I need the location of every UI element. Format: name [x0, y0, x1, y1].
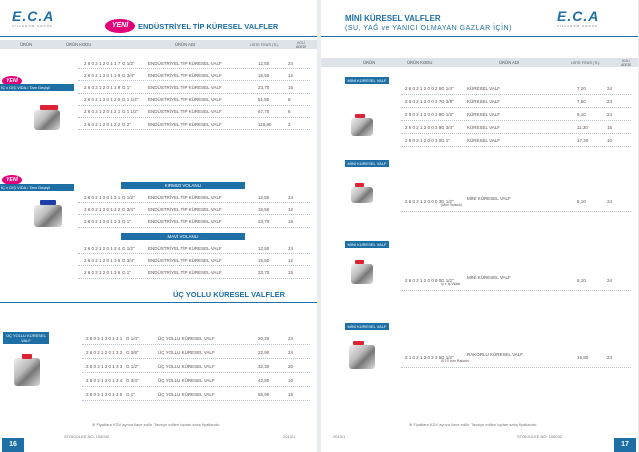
title-rule: [0, 302, 317, 303]
thread-size: G 1/2": [122, 60, 135, 66]
valve-image: [349, 345, 375, 369]
product-name: KÜRESEL VALF: [467, 112, 501, 117]
brand-logo: E.C.A VİLLAROM GROUP: [12, 8, 55, 28]
product-code: 2 6 0 2 1 2 0 1 3 4: [86, 377, 123, 383]
product-name: ENDÜSTRİYEL TİP KÜRESEL VALF: [148, 97, 222, 103]
product-name: KÜRESEL VALF: [467, 86, 501, 91]
product-name: ENDÜSTRİYEL TİP KÜRESEL VALF: [148, 206, 222, 212]
product-name: ENDÜSTRİYEL TİP KÜRESEL VALF: [148, 257, 222, 263]
yeni-badge: YENİ: [2, 76, 22, 86]
table-row: [401, 108, 631, 121]
thread-size: G 1/4": [126, 335, 139, 341]
product-name: KÜRESEL VALF: [467, 125, 501, 130]
thread-size: G 1 1/2": [122, 109, 139, 115]
thread-size: G 1 1/4": [122, 97, 139, 103]
list-price: 23,70: [258, 84, 270, 90]
list-price: 119,80: [258, 121, 272, 127]
valve-image: [34, 205, 62, 227]
table-row: [78, 94, 310, 106]
product-note: İç x İç Vidalı: [441, 282, 461, 286]
thread-size: G 1/2": [441, 112, 454, 117]
table-header: ÜRÜN ÜRÜN KODU ÜRÜN ADI LİSTE FİYATI (TL) KOLİ ADEDİ: [321, 58, 638, 67]
list-price: 11,30: [577, 125, 588, 130]
box-qty: 24: [607, 86, 613, 91]
product-code: 2 6 0 2 1 2 0 1 1 8: [84, 72, 121, 78]
list-price: 67,70: [258, 109, 270, 115]
list-price: 65,90: [258, 391, 270, 397]
product-code: 2 6 0 2 1 2 0 1 1 7: [84, 60, 121, 66]
thread-size: G 3/4": [122, 257, 135, 263]
note: ※ Fiyatlara KDV ayrıca ilave edilir. Tavsiye edilen toptan satış fiyatlarıdır.: [409, 422, 538, 427]
list-price: 15,50: [258, 72, 270, 78]
table-row: [78, 203, 310, 215]
footer-stock: STOK/ÜLKE NO: 105032: [517, 434, 563, 439]
note: ※ Fiyatlara KDV ayrıca ilave edilir. Tavsiye edilen toptan satış fiyatlarıdır.: [92, 422, 221, 427]
page-number: 17: [614, 438, 636, 452]
product-name: KÜRESEL VALF: [467, 99, 501, 104]
list-price: 51,80: [258, 97, 270, 103]
box-qty: 24: [607, 112, 613, 117]
section-label: ÜÇ YOLLU KÜRESEL VALF: [3, 332, 49, 344]
red-handle-bar: KIRMIZI VOLANLI: [121, 182, 245, 189]
product-code: 2 6 0 2 1 2 0 1 3 5: [86, 391, 123, 397]
brand-logo: E.C.A VİLLAROM GROUP: [557, 8, 600, 28]
box-qty: 12: [288, 257, 294, 263]
thread-size: G 1": [441, 138, 450, 143]
product-name: RAKORLU KÜRESEL VALF: [467, 351, 524, 357]
section-title: ÜÇ YOLLU KÜRESEL VALFLER: [173, 290, 286, 299]
product-code: 2 6 0 2 1 2 0 1 3 4: [84, 245, 121, 251]
list-price: 15,80: [577, 354, 589, 360]
table-header: ÜRÜN ÜRÜN KODU ÜRÜN ADI LİSTE FİYATI (TL) KOLİ ADEDİ: [0, 40, 317, 49]
thread-size: G 3/4": [122, 72, 135, 78]
product-name: ÜÇ YOLLU KÜRESEL VALF: [158, 391, 215, 397]
product-name: ENDÜSTRİYEL TİP KÜRESEL VALF: [148, 60, 222, 66]
table-row: [82, 387, 310, 401]
box-qty: 24: [288, 60, 294, 66]
box-qty: 24: [607, 277, 613, 283]
table-row: [401, 190, 631, 212]
product-name: ENDÜSTRİYEL TİP KÜRESEL VALF: [148, 245, 222, 251]
product-name: ENDÜSTRİYEL TİP KÜRESEL VALF: [148, 72, 222, 78]
box-qty: 24: [288, 245, 294, 251]
product-name: ÜÇ YOLLU KÜRESEL VALF: [158, 335, 215, 341]
valve-image: [351, 187, 373, 203]
list-price: 7,60: [577, 99, 586, 104]
product-name: ENDÜSTRİYEL TİP KÜRESEL VALF: [148, 109, 222, 115]
product-name: ENDÜSTRİYEL TİP KÜRESEL VALF: [148, 194, 222, 200]
list-price: 8,10: [577, 112, 586, 117]
page-number: 16: [2, 438, 24, 452]
table-row: [401, 121, 631, 134]
box-qty: 15: [607, 125, 613, 130]
box-qty: 24: [288, 349, 294, 355]
thread-size: G 3/4": [122, 206, 135, 212]
product-code: 2 6 0 2 1 2 0 0 2 8: [405, 112, 442, 117]
table-row: [78, 191, 310, 203]
list-price: 42,80: [258, 377, 270, 383]
title-rule: [0, 36, 317, 37]
thread-size: G 1": [122, 269, 131, 275]
thread-size: G 1/2": [441, 354, 454, 360]
product-code: 2 6 0 2 1 2 0 1 3 2: [84, 206, 121, 212]
table-row: [78, 81, 310, 93]
product-note: (Mini Volanlı): [441, 203, 462, 207]
list-price: 17,20: [577, 138, 589, 143]
section-label: İÇ x DIŞ VİDA / Tam Geçişli: [0, 84, 74, 91]
box-qty: 24: [288, 194, 294, 200]
thread-size: G 1/2": [441, 198, 454, 204]
table-row: [82, 359, 310, 373]
product-code: 2 6 0 2 1 2 0 1 1 9: [84, 84, 121, 90]
product-code: 2 6 0 2 1 2 0 0 0 3: [405, 198, 442, 204]
valve-image: [351, 118, 373, 136]
table-row: [401, 346, 631, 368]
product-code: 2 6 0 2 1 2 0 1 3 6: [84, 269, 121, 275]
product-code: 2 6 0 2 1 2 0 1 2 1: [84, 109, 121, 115]
section-label: MİNİ KÜRESEL VALF: [345, 323, 389, 330]
product-name: MİNİ KÜRESEL VALF: [467, 195, 511, 201]
box-qty: 24: [607, 354, 613, 360]
box-qty: 15: [288, 218, 294, 224]
valve-image: [34, 110, 60, 130]
list-price: 23,70: [258, 269, 270, 275]
thread-size: G 3/4": [126, 377, 139, 383]
list-price: 32,30: [258, 363, 270, 369]
product-name: KÜRESEL VALF: [467, 138, 501, 143]
thread-size: G 1/2": [126, 363, 139, 369]
product-code: 2 6 0 2 1 2 0 0 2 6: [405, 86, 442, 91]
table-row: [78, 118, 310, 130]
list-price: 7,20: [577, 86, 586, 91]
table-row: [78, 254, 310, 266]
product-code: 2 6 0 2 1 2 0 1 3 5: [84, 257, 121, 263]
section-label: MİNİ KÜRESEL VALF: [345, 160, 389, 167]
product-name: ENDÜSTRİYEL TİP KÜRESEL VALF: [148, 121, 222, 127]
page-title: MİNİ KÜRESEL VALFLER: [345, 14, 441, 23]
table-row: [82, 345, 310, 359]
product-name: ENDÜSTRİYEL TİP KÜRESEL VALF: [148, 269, 222, 275]
section-label: MİNİ KÜRESEL VALF: [345, 241, 389, 248]
table-row: [401, 95, 631, 108]
box-qty: 10: [288, 377, 294, 383]
product-code: 2 6 0 2 1 2 0 1 3 3: [84, 218, 121, 224]
yeni-badge: YENİ: [105, 19, 135, 33]
product-code: 2 6 0 2 1 2 0 1 3 1: [86, 335, 123, 341]
box-qty: 15: [288, 269, 294, 275]
thread-size: G 1/2": [122, 194, 135, 200]
table-row: [78, 215, 310, 227]
page-title: ENDÜSTRİYEL TİP KÜRESEL VALFLER: [138, 22, 279, 31]
product-code: 2 6 0 2 1 2 0 1 2 0: [84, 97, 121, 103]
footer-stock: STOK/ÜLKE NO: 105032: [64, 434, 110, 439]
table-row: [82, 331, 310, 345]
list-price: 23,70: [258, 218, 270, 224]
table-row: [401, 134, 631, 147]
product-name: ÜÇ YOLLU KÜRESEL VALF: [158, 349, 215, 355]
box-qty: 12: [288, 72, 294, 78]
yeni-badge: YENİ: [2, 175, 22, 185]
blue-handle-bar: MAVİ VOLANLI: [121, 233, 245, 240]
table-row: [78, 106, 310, 118]
box-qty: 15: [288, 391, 294, 397]
section-label: MİNİ KÜRESEL VALF: [345, 77, 389, 84]
thread-size: G 1": [126, 391, 135, 397]
three-way-valve-image: [14, 358, 40, 386]
title-rule: [321, 36, 638, 37]
thread-size: G 1/2": [441, 277, 454, 283]
table-row: [78, 69, 310, 81]
product-code: 2 6 0 2 1 2 0 0 3 0: [405, 138, 442, 143]
product-note: Ø 10 mm Rakorlu: [441, 359, 470, 363]
product-code: 2 6 0 2 1 2 0 1 2 2: [84, 121, 121, 127]
thread-size: G 3/8": [441, 99, 454, 104]
section-label: İÇ x DIŞ VİDA / Tam Geçişli: [0, 184, 74, 191]
product-code: 2 1 0 2 1 2 0 2 3 6: [405, 354, 442, 360]
box-qty: 15: [288, 84, 294, 90]
thread-size: G 1": [122, 218, 131, 224]
list-price: 12,50: [258, 245, 270, 251]
product-code: 2 6 0 2 1 2 0 1 3 1: [84, 194, 121, 200]
thread-size: G 1/4": [441, 86, 454, 91]
list-price: 8,10: [577, 198, 586, 204]
thread-size: G 2": [122, 121, 131, 127]
product-name: ENDÜSTRİYEL TİP KÜRESEL VALF: [148, 84, 222, 90]
table-row: [78, 57, 310, 69]
list-price: 12,50: [258, 194, 270, 200]
footer-date: 2013/1: [333, 434, 346, 439]
table-row: [78, 266, 310, 278]
thread-size: G 3/4": [441, 125, 454, 130]
product-code: 2 6 0 2 1 2 0 0 2 9: [405, 125, 442, 130]
thread-size: G 3/8": [126, 349, 139, 355]
list-price: 12,50: [258, 60, 270, 66]
footer-date: 2013/1: [283, 434, 296, 439]
table-row: [401, 269, 631, 291]
box-qty: 20: [288, 363, 294, 369]
box-qty: 8: [288, 97, 291, 103]
product-name: ÜÇ YOLLU KÜRESEL VALF: [158, 363, 215, 369]
list-price: 8,10: [577, 277, 586, 283]
list-price: 20,20: [258, 335, 270, 341]
product-code: 2 6 0 2 1 2 0 0 9 0: [405, 277, 442, 283]
box-qty: 6: [288, 109, 291, 115]
table-row: [401, 82, 631, 95]
right-page: [321, 0, 638, 452]
table-row: [78, 242, 310, 254]
list-price: 15,50: [258, 257, 270, 263]
page-subtitle: (SU, YAĞ ve YANICI OLMAYAN GAZLAR İÇİN): [345, 25, 512, 32]
valve-image: [351, 264, 373, 284]
left-page: [0, 0, 317, 452]
box-qty: 24: [607, 99, 613, 104]
box-qty: 10: [607, 138, 613, 143]
list-price: 22,90: [258, 349, 270, 355]
box-qty: 12: [288, 206, 294, 212]
box-qty: 24: [607, 198, 613, 204]
product-code: 2 6 0 2 1 2 0 1 3 3: [86, 363, 123, 369]
product-code: 2 6 0 2 1 2 0 0 2 7: [405, 99, 442, 104]
box-qty: 24: [288, 335, 294, 341]
thread-size: G 1/2": [122, 245, 135, 251]
product-name: ENDÜSTRİYEL TİP KÜRESEL VALF: [148, 218, 222, 224]
product-code: 2 6 0 2 1 2 0 1 3 2: [86, 349, 123, 355]
product-name: ÜÇ YOLLU KÜRESEL VALF: [158, 377, 215, 383]
list-price: 15,50: [258, 206, 270, 212]
box-qty: 3: [288, 121, 291, 127]
table-row: [82, 373, 310, 387]
thread-size: G 1": [122, 84, 131, 90]
product-name: MİNİ KÜRESEL VALF: [467, 274, 511, 280]
